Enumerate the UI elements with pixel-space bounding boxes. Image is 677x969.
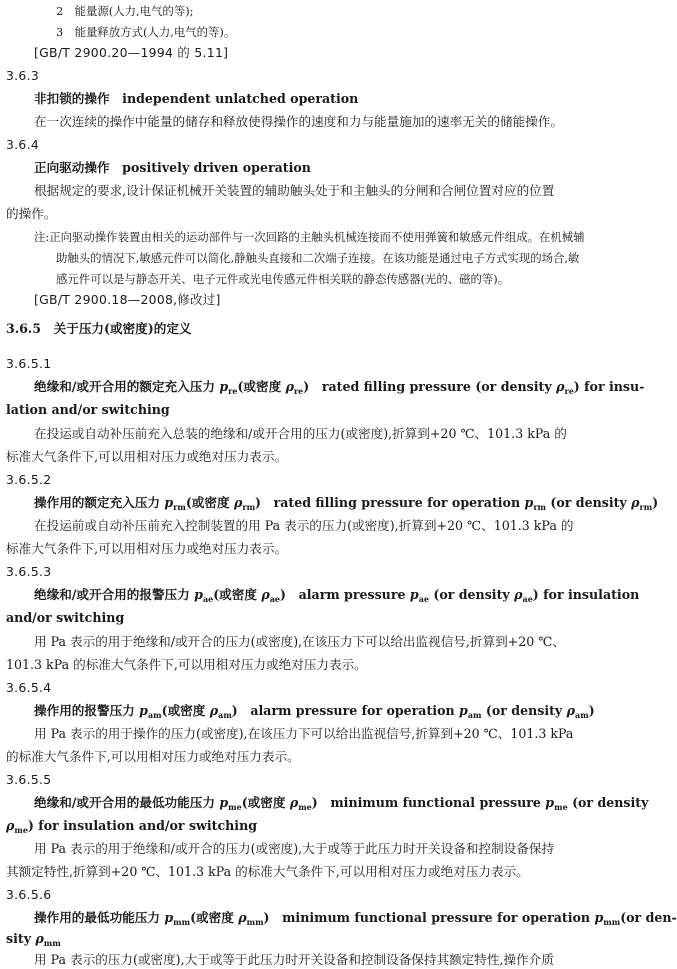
term-title: 操作用的报警压力 $p_{am}$(或密度 $\rho_{am}$) alarm pressure for operation $p_{am}$ (or density $\rho_{am}$) [34,703,595,720]
list-item-3: 3 能量释放方式(人力,电气的等)。 [56,25,236,39]
term-definition: 的标准大气条件下,可以用相对压力或绝对压力表示。 [6,749,300,764]
term-definition: 标准大气条件下,可以用相对压力或绝对压力表示。 [6,541,288,556]
reference-citation: [GB/T 2900.20—1994 的 5.11] [34,45,229,60]
term-definition: 用 Pa 表示的用于绝缘和/或开合的压力(或密度),在该压力下可以给出监视信号,折算到+20 ℃、 [34,634,565,649]
note-text: 助触头的情况下,敏感元件可以简化,静触头直接和二次端子连接。在该功能是通过电子方式实现的场合,敏 [56,251,580,265]
term-definition: 用 Pa 表示的用于绝缘和/或开合的压力(或密度),大于或等于此压力时开关设备和控制设备保持 [34,841,555,856]
term-title: $\rho_{me}$) for insulation and/or switching [6,818,258,835]
term-definition: 在一次连续的操作中能量的储存和释放使得操作的速度和力与能量施加的速率无关的储能操作。 [34,114,563,129]
term-title: and/or switching [6,610,125,625]
note-text: 感元件可以是与静态开关、电子元件或光电传感元件相关联的静态传感器(光的、磁的等)。 [56,272,510,286]
term-definition: 标准大气条件下,可以用相对压力或绝对压力表示。 [6,449,288,464]
term-definition: 的操作。 [6,206,57,221]
clause-number: 3.6.5.1 [6,356,52,371]
list-item-2: 2 能量源(人力,电气的等); [56,4,194,18]
clause-number: 3.6.5.2 [6,472,52,487]
term-definition: 在投运或自动补压前充入总装的绝缘和/或开合用的压力(或密度),折算到+20 ℃、101.3 kPa 的 [34,426,567,441]
reference-citation: [GB/T 2900.18—2008,修改过] [34,292,221,307]
term-title: 绝缘和/或开合用的报警压力 $p_{ae}$(或密度 $\rho_{ae}$) alarm pressure $p_{ae}$ (or density $\rho_{ae}$) for insulation [34,587,640,604]
clause-number: 3.6.5.4 [6,680,52,695]
term-definition: 根据规定的要求,设计保证机械开关装置的辅助触头处于和主触头的分闸和合闸位置对应的位置 [34,183,555,198]
clause-number: 3.6.5.3 [6,564,52,579]
term-title: 绝缘和/或开合用的最低功能压力 $p_{me}$(或密度 $\rho_{me}$) minimum functional pressure $p_{me}$ (or density [34,795,649,812]
term-title: 操作用的最低功能压力 $p_{mm}$(或密度 $\rho_{mm}$) minimum functional pressure for operation $p_{mm}(or$ den- [34,910,677,927]
term-title: sity $\rho_{mm}$ [6,931,61,948]
section-heading: 3.6.5 关于压力(或密度)的定义 [6,321,192,336]
term-title: 操作用的额定充入压力 $p_{rm}$(或密度 $\rho_{rm}$) rated filling pressure for operation $p_{rm}$ (or density $\rho_{rm}$) [34,495,659,512]
term-definition: 用 Pa 表示的压力(或密度),大于或等于此压力时开关设备和控制设备保持其额定特性,操作介质 [34,952,554,967]
term-title: lation and/or switching [6,402,170,417]
clause-number: 3.6.4 [6,137,40,152]
clause-number: 3.6.5.5 [6,772,52,787]
term-definition: 用 Pa 表示的用于操作的压力(或密度),在该压力下可以给出监视信号,折算到+20 ℃、101.3 kPa [34,726,574,741]
term-title: 非扣锁的操作 independent unlatched operation [34,91,359,106]
clause-number: 3.6.3 [6,68,40,83]
term-definition: 在投运前或自动补压前充入控制装置的用 Pa 表示的压力(或密度),折算到+20 ℃、101.3 kPa 的 [34,518,574,533]
term-definition: 101.3 kPa 的标准大气条件下,可以用相对压力或绝对压力表示。 [6,657,367,672]
clause-number: 3.6.5.6 [6,887,52,902]
term-title: 绝缘和/或开合用的额定充入压力 $p_{re}$(或密度 $\rho_{re}$) rated filling pressure (or density $\rho_{re}$) for insu- [34,379,645,396]
term-title: 正向驱动操作 positively driven operation [34,160,311,175]
term-definition: 其额定特性,折算到+20 ℃、101.3 kPa 的标准大气条件下,可以用相对压力或绝对压力表示。 [6,864,529,879]
note-text: 注:正向驱动操作装置由相关的运动部件与一次回路的主触头机械连接而不使用弹簧和敏感元件组成。在机械辅 [34,230,585,244]
